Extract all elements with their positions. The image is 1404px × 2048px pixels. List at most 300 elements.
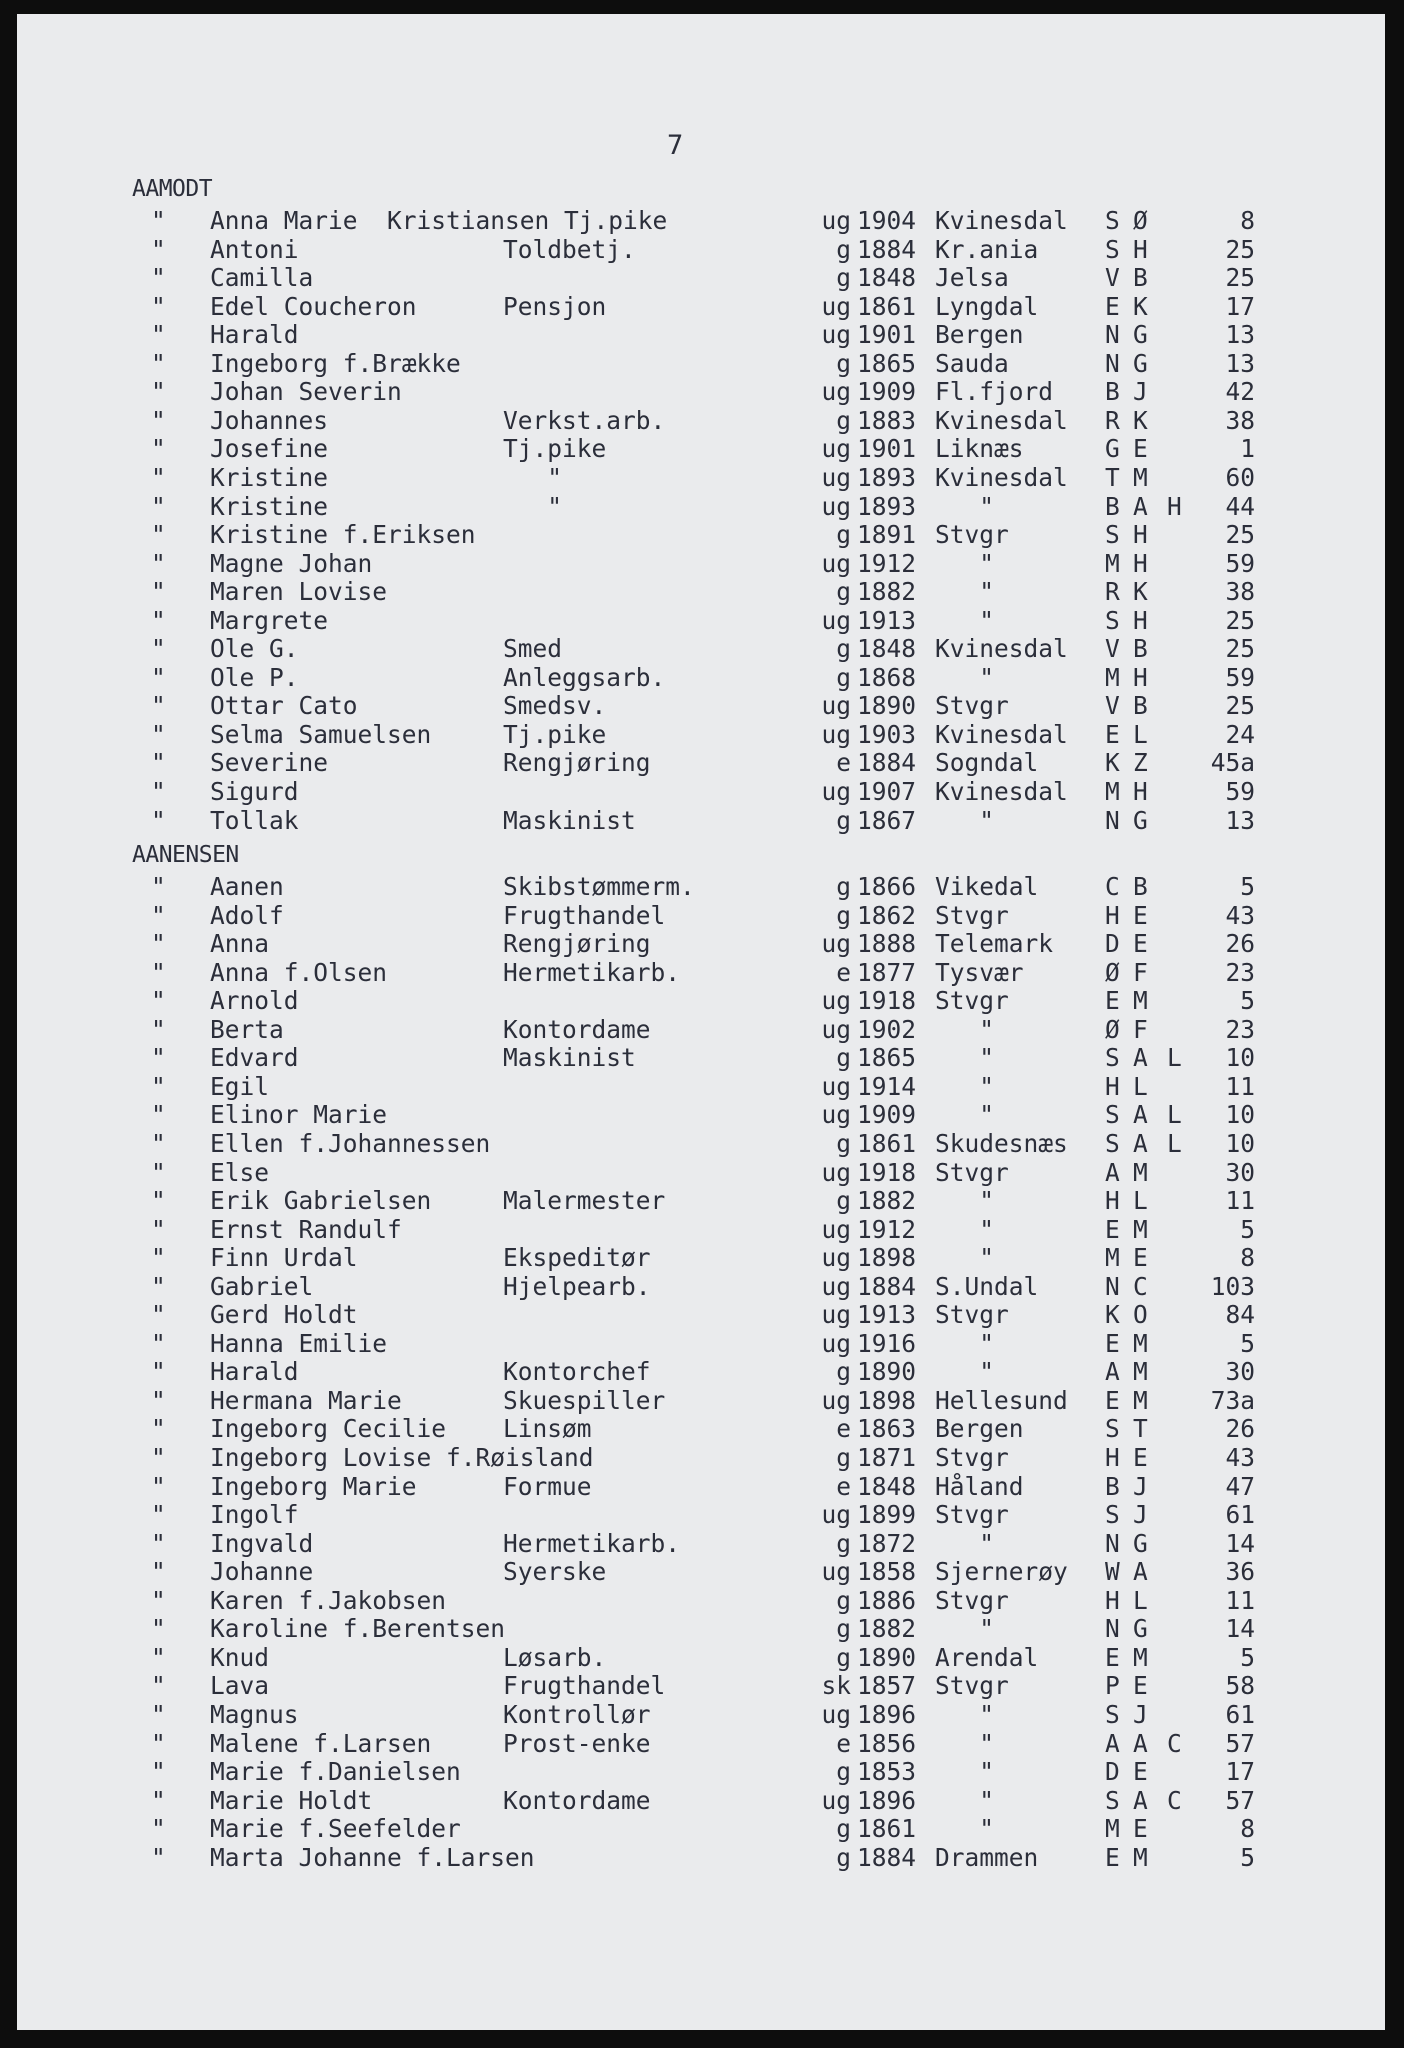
cell-year: 1913 (857, 1300, 917, 1330)
cell-status: g (836, 1614, 851, 1644)
register-row (17, 1072, 1385, 1100)
cell-status: ug (821, 462, 851, 492)
cell-c1: M (1105, 777, 1120, 806)
cell-status: ug (821, 1243, 851, 1273)
cell-status: ug (821, 1300, 851, 1330)
cell-c1: S (1105, 520, 1120, 550)
cell-no: 43 (1225, 900, 1255, 930)
cell-status: e (836, 1471, 851, 1501)
cell-no: 25 (1225, 234, 1255, 264)
cell-no: 38 (1225, 405, 1255, 435)
cell-ditto: " (151, 1728, 166, 1758)
cell-ditto: " (151, 1757, 166, 1787)
cell-no: 17 (1225, 1757, 1255, 1787)
cell-c1: H (1105, 1186, 1120, 1216)
cell-occupation: Smed (503, 634, 563, 664)
cell-place: " (935, 1757, 995, 1787)
cell-c3: C (1167, 1785, 1182, 1815)
cell-c2: B (1133, 634, 1148, 664)
cell-c1: K (1105, 748, 1120, 778)
cell-c2: H (1133, 234, 1148, 264)
register-row (17, 1614, 1385, 1642)
cell-name: Ottar Cato (210, 691, 358, 721)
cell-place: Jelsa (935, 263, 1009, 293)
cell-name: Kristine (210, 462, 329, 492)
cell-c2: K (1133, 577, 1148, 607)
cell-status: e (836, 1414, 851, 1444)
cell-place: Stvgr (935, 1500, 1009, 1530)
cell-c1: G (1105, 434, 1120, 464)
cell-c1: A (1105, 1728, 1120, 1758)
cell-year: 1902 (857, 1014, 917, 1044)
register-row (17, 549, 1385, 577)
cell-status: g (836, 634, 851, 664)
cell-c2: O (1133, 1300, 1148, 1330)
cell-status: g (836, 1585, 851, 1615)
cell-occupation: Skuespiller (503, 1385, 666, 1415)
cell-no: 10 (1225, 1128, 1255, 1158)
cell-c1: M (1105, 662, 1120, 692)
cell-ditto: " (151, 1357, 166, 1387)
cell-place: Stvgr (935, 520, 1009, 550)
cell-c2: L (1133, 719, 1148, 749)
cell-ditto: " (151, 1214, 166, 1244)
cell-place: Lyngdal (935, 291, 1039, 321)
cell-status: ug (821, 719, 851, 749)
cell-place: Stvgr (935, 1671, 1009, 1701)
cell-place: Telemark (935, 929, 1054, 959)
cell-year: 1861 (857, 1814, 917, 1844)
cell-year: 1898 (857, 1385, 917, 1415)
cell-ditto: " (151, 900, 166, 930)
cell-c2: K (1133, 405, 1148, 435)
cell-occupation: Malermester (503, 1186, 666, 1216)
cell-no: 47 (1225, 1471, 1255, 1501)
register-row (17, 520, 1385, 548)
register-row (17, 1500, 1385, 1528)
cell-year: 1877 (857, 957, 917, 987)
cell-no: 57 (1225, 1728, 1255, 1758)
register-row (17, 720, 1385, 748)
cell-place: " (935, 548, 995, 578)
cell-year: 1865 (857, 1043, 917, 1073)
cell-place: Kvinesdal (935, 634, 1068, 664)
cell-name: Edvard (210, 1043, 299, 1073)
cell-ditto: " (151, 1443, 166, 1472)
cell-c1: B (1105, 491, 1120, 521)
cell-year: 1891 (857, 520, 917, 550)
cell-ditto: " (151, 1157, 166, 1187)
cell-no: 5 (1240, 986, 1255, 1016)
cell-status: e (836, 748, 851, 778)
cell-status: ug (821, 548, 851, 578)
cell-c2: H (1133, 777, 1148, 806)
cell-year: 1862 (857, 900, 917, 930)
cell-no: 26 (1225, 1414, 1255, 1444)
cell-name: Anna f.Olsen (210, 957, 388, 987)
cell-occupation: Anleggsarb. (503, 662, 666, 692)
cell-place: " (935, 1243, 995, 1273)
cell-place: " (935, 1186, 995, 1216)
cell-status: ug (821, 291, 851, 321)
cell-place: Stvgr (935, 691, 1009, 721)
cell-status: e (836, 957, 851, 987)
cell-place: " (935, 1699, 995, 1729)
page-number: 7 (667, 130, 684, 161)
cell-ditto: " (151, 719, 166, 749)
cell-status: ug (821, 377, 851, 407)
cell-occupation: Kontorchef (503, 1357, 651, 1387)
cell-occupation: Kontrollør (503, 1699, 651, 1729)
cell-year: 1918 (857, 986, 917, 1016)
cell-c2: A (1133, 491, 1148, 521)
cell-place: Kvinesdal (935, 462, 1068, 492)
cell-year: 1856 (857, 1728, 917, 1758)
cell-year: 1890 (857, 1357, 917, 1387)
cell-ditto: " (151, 520, 166, 550)
cell-ditto: " (151, 1814, 166, 1844)
cell-year: 1883 (857, 405, 917, 435)
cell-c2: H (1133, 548, 1148, 578)
cell-c1: S (1105, 234, 1120, 264)
cell-place: Kvinesdal (935, 777, 1068, 806)
cell-ditto: " (151, 1500, 166, 1530)
cell-ditto: " (151, 434, 166, 464)
cell-place: " (935, 1614, 995, 1644)
cell-occupation: Kontordame (503, 1014, 651, 1044)
cell-status: g (836, 805, 851, 835)
cell-ditto: " (151, 1186, 166, 1216)
cell-c2: E (1133, 1243, 1148, 1273)
cell-c1: N (1105, 320, 1120, 350)
cell-year: 1890 (857, 691, 917, 721)
cell-name: Johan Severin (210, 377, 402, 407)
cell-occupation: Hermetikarb. (503, 1528, 681, 1558)
cell-no: 43 (1225, 1443, 1255, 1472)
cell-no: 8 (1240, 1243, 1255, 1273)
cell-occupation: Hjelpearb. (503, 1271, 651, 1301)
cell-year: 1909 (857, 1100, 917, 1130)
register-row (17, 929, 1385, 957)
cell-status: g (836, 1528, 851, 1558)
cell-ditto: " (151, 577, 166, 607)
cell-occupation: Kontordame (503, 1785, 651, 1815)
cell-place: Arendal (935, 1642, 1039, 1672)
cell-place: " (935, 1328, 995, 1358)
cell-c2: G (1133, 805, 1148, 835)
cell-ditto: " (151, 206, 166, 235)
register-row (17, 872, 1385, 900)
cell-c1: N (1105, 348, 1120, 378)
cell-name: Johanne (210, 1557, 314, 1587)
cell-no: 103 (1210, 1271, 1255, 1301)
cell-ditto: " (151, 377, 166, 407)
cell-status: ug (821, 1271, 851, 1301)
cell-no: 23 (1225, 1014, 1255, 1044)
cell-status: g (836, 1757, 851, 1787)
cell-ditto: " (151, 691, 166, 721)
cell-no: 25 (1225, 605, 1255, 635)
cell-place: Stvgr (935, 1443, 1009, 1472)
cell-name: Severine (210, 748, 329, 778)
cell-ditto: " (151, 662, 166, 692)
register-row (17, 1272, 1385, 1300)
cell-no: 11 (1225, 1585, 1255, 1615)
cell-status: ug (821, 1557, 851, 1587)
cell-c1: E (1105, 1842, 1120, 1872)
cell-name: Arnold (210, 986, 299, 1016)
cell-c2: H (1133, 605, 1148, 635)
cell-status: g (836, 1842, 851, 1872)
cell-c1: Ø (1105, 1014, 1120, 1044)
cell-place: " (935, 1785, 995, 1815)
register-row (17, 1186, 1385, 1214)
cell-no: 5 (1240, 872, 1255, 901)
cell-c2: M (1133, 1328, 1148, 1358)
cell-no: 13 (1225, 805, 1255, 835)
register-row (17, 1757, 1385, 1785)
cell-c2: A (1133, 1128, 1148, 1158)
cell-no: 26 (1225, 929, 1255, 959)
cell-no: 23 (1225, 957, 1255, 987)
cell-ditto: " (151, 1671, 166, 1701)
cell-status: g (836, 1443, 851, 1472)
cell-name: Knud (210, 1642, 270, 1672)
cell-ditto: " (151, 348, 166, 378)
cell-place: " (935, 1100, 995, 1130)
cell-ditto: " (151, 805, 166, 835)
cell-c2: M (1133, 1214, 1148, 1244)
cell-no: 17 (1225, 291, 1255, 321)
cell-no: 42 (1225, 377, 1255, 407)
cell-c2: T (1133, 1414, 1148, 1444)
cell-year: 1912 (857, 1214, 917, 1244)
cell-no: 14 (1225, 1614, 1255, 1644)
cell-name: Kristine (210, 491, 329, 521)
cell-year: 1904 (857, 206, 917, 235)
cell-place: " (935, 605, 995, 635)
cell-place: " (935, 1043, 995, 1073)
cell-year: 1884 (857, 1271, 917, 1301)
cell-year: 1899 (857, 1500, 917, 1530)
cell-name: Antoni (210, 234, 299, 264)
cell-year: 1848 (857, 634, 917, 664)
cell-c1: N (1105, 1614, 1120, 1644)
cell-year: 1893 (857, 491, 917, 521)
cell-no: 30 (1225, 1157, 1255, 1187)
cell-no: 5 (1240, 1642, 1255, 1672)
cell-c2: M (1133, 1842, 1148, 1872)
cell-no: 84 (1225, 1300, 1255, 1330)
cell-place: Kvinesdal (935, 405, 1068, 435)
cell-year: 1848 (857, 1471, 917, 1501)
register-row (17, 1671, 1385, 1699)
register-row (17, 577, 1385, 605)
cell-no: 73a (1210, 1385, 1255, 1415)
cell-no: 44 (1225, 491, 1255, 521)
cell-c1: N (1105, 1528, 1120, 1558)
cell-ditto: " (151, 1100, 166, 1130)
cell-c1: B (1105, 1471, 1120, 1501)
cell-name: Magnus (210, 1699, 299, 1729)
cell-c1: T (1105, 462, 1120, 492)
register-row (17, 901, 1385, 929)
register-row (17, 1529, 1385, 1557)
cell-c2: M (1133, 986, 1148, 1016)
cell-status: ug (821, 1071, 851, 1101)
register-row (17, 1586, 1385, 1614)
cell-ditto: " (151, 491, 166, 521)
cell-year: 1896 (857, 1699, 917, 1729)
cell-name: Magne Johan (210, 548, 373, 578)
cell-name: Ingvald (210, 1528, 314, 1558)
cell-status: ug (821, 1385, 851, 1415)
cell-ditto: " (151, 1842, 166, 1872)
cell-place: " (935, 1814, 995, 1844)
cell-year: 1916 (857, 1328, 917, 1358)
cell-c1: M (1105, 548, 1120, 578)
cell-year: 1912 (857, 548, 917, 578)
cell-no: 11 (1225, 1071, 1255, 1101)
cell-ditto: " (151, 1043, 166, 1073)
cell-place: " (935, 1071, 995, 1101)
cell-status: g (836, 1642, 851, 1672)
cell-c1: S (1105, 1043, 1120, 1073)
cell-year: 1865 (857, 348, 917, 378)
cell-c1: B (1105, 377, 1120, 407)
cell-name: Josefine (210, 434, 329, 464)
cell-place: " (935, 662, 995, 692)
register-row (17, 663, 1385, 691)
cell-no: 5 (1240, 1328, 1255, 1358)
cell-ditto: " (151, 1243, 166, 1273)
cell-c2: A (1133, 1785, 1148, 1815)
cell-name: Harald (210, 1357, 299, 1387)
cell-place: Stvgr (935, 1300, 1009, 1330)
cell-name: Ingeborg Lovise f.Røisland (210, 1443, 594, 1472)
cell-c2: E (1133, 434, 1148, 464)
register-row (17, 1414, 1385, 1442)
cell-place: " (935, 491, 995, 521)
cell-ditto: " (151, 1014, 166, 1044)
register-row (17, 1129, 1385, 1157)
cell-place: Stvgr (935, 1157, 1009, 1187)
cell-c3: C (1167, 1728, 1182, 1758)
register-row (17, 434, 1385, 462)
cell-c2: H (1133, 520, 1148, 550)
cell-status: ug (821, 1328, 851, 1358)
cell-name: Ole P. (210, 662, 299, 692)
cell-no: 57 (1225, 1785, 1255, 1815)
cell-place: Sauda (935, 348, 1009, 378)
cell-occupation: Formue (503, 1471, 592, 1501)
cell-c1: H (1105, 1443, 1120, 1472)
cell-ditto: " (151, 777, 166, 806)
cell-no: 60 (1225, 462, 1255, 492)
cell-c2: E (1133, 1757, 1148, 1787)
cell-name: Marie Holdt (210, 1785, 373, 1815)
cell-occupation: Pensjon (503, 291, 607, 321)
cell-year: 1886 (857, 1585, 917, 1615)
cell-place: Fl.fjord (935, 377, 1054, 407)
cell-c2: K (1133, 291, 1148, 321)
cell-c1: E (1105, 1328, 1120, 1358)
cell-name: Else (210, 1157, 270, 1187)
cell-no: 10 (1225, 1043, 1255, 1073)
cell-c2: B (1133, 691, 1148, 721)
cell-occupation: Rengjøring (503, 748, 651, 778)
cell-c2: M (1133, 462, 1148, 492)
register-row (17, 606, 1385, 634)
cell-c2: E (1133, 1443, 1148, 1472)
cell-name: Ingolf (210, 1500, 299, 1530)
cell-c1: E (1105, 291, 1120, 321)
cell-name: Erik Gabrielsen (210, 1186, 432, 1216)
cell-year: 1861 (857, 291, 917, 321)
cell-c2: J (1133, 377, 1148, 407)
cell-c1: C (1105, 872, 1120, 901)
cell-status: g (836, 1128, 851, 1158)
cell-status: g (836, 348, 851, 378)
cell-ditto: " (151, 1071, 166, 1101)
register-row (17, 320, 1385, 348)
cell-c3: L (1167, 1043, 1182, 1073)
cell-c2: A (1133, 1100, 1148, 1130)
cell-place: Kvinesdal (935, 206, 1068, 235)
cell-no: 8 (1240, 206, 1255, 235)
cell-year: 1907 (857, 777, 917, 806)
cell-ditto: " (151, 748, 166, 778)
cell-c2: L (1133, 1071, 1148, 1101)
cell-name: Johannes (210, 405, 329, 435)
cell-year: 1867 (857, 805, 917, 835)
cell-c2: L (1133, 1585, 1148, 1615)
register-row (17, 1443, 1385, 1471)
cell-c2: C (1133, 1271, 1148, 1301)
cell-ditto: " (151, 1585, 166, 1615)
cell-c1: P (1105, 1671, 1120, 1701)
cell-name: Hermana Marie (210, 1385, 402, 1415)
cell-no: 14 (1225, 1528, 1255, 1558)
cell-name: Hanna Emilie (210, 1328, 388, 1358)
cell-ditto: " (151, 1471, 166, 1501)
cell-no: 30 (1225, 1357, 1255, 1387)
cell-c2: F (1133, 1014, 1148, 1044)
cell-status: ug (821, 1157, 851, 1187)
cell-place: " (935, 577, 995, 607)
cell-c2: J (1133, 1699, 1148, 1729)
cell-c1: H (1105, 1585, 1120, 1615)
cell-place: Stvgr (935, 900, 1009, 930)
cell-year: 1896 (857, 1785, 917, 1815)
cell-c1: A (1105, 1357, 1120, 1387)
cell-no: 45a (1210, 748, 1255, 778)
cell-c1: H (1105, 900, 1120, 930)
cell-name: Egil (210, 1071, 270, 1101)
cell-year: 1918 (857, 1157, 917, 1187)
cell-year: 1884 (857, 1842, 917, 1872)
cell-no: 25 (1225, 691, 1255, 721)
cell-c2: B (1133, 872, 1148, 901)
cell-status: g (836, 520, 851, 550)
cell-year: 1901 (857, 320, 917, 350)
cell-no: 24 (1225, 719, 1255, 749)
cell-name: Camilla (210, 263, 314, 293)
register-row (17, 1300, 1385, 1328)
cell-place: Liknæs (935, 434, 1024, 464)
cell-ditto: " (151, 872, 166, 901)
register-row (17, 986, 1385, 1014)
